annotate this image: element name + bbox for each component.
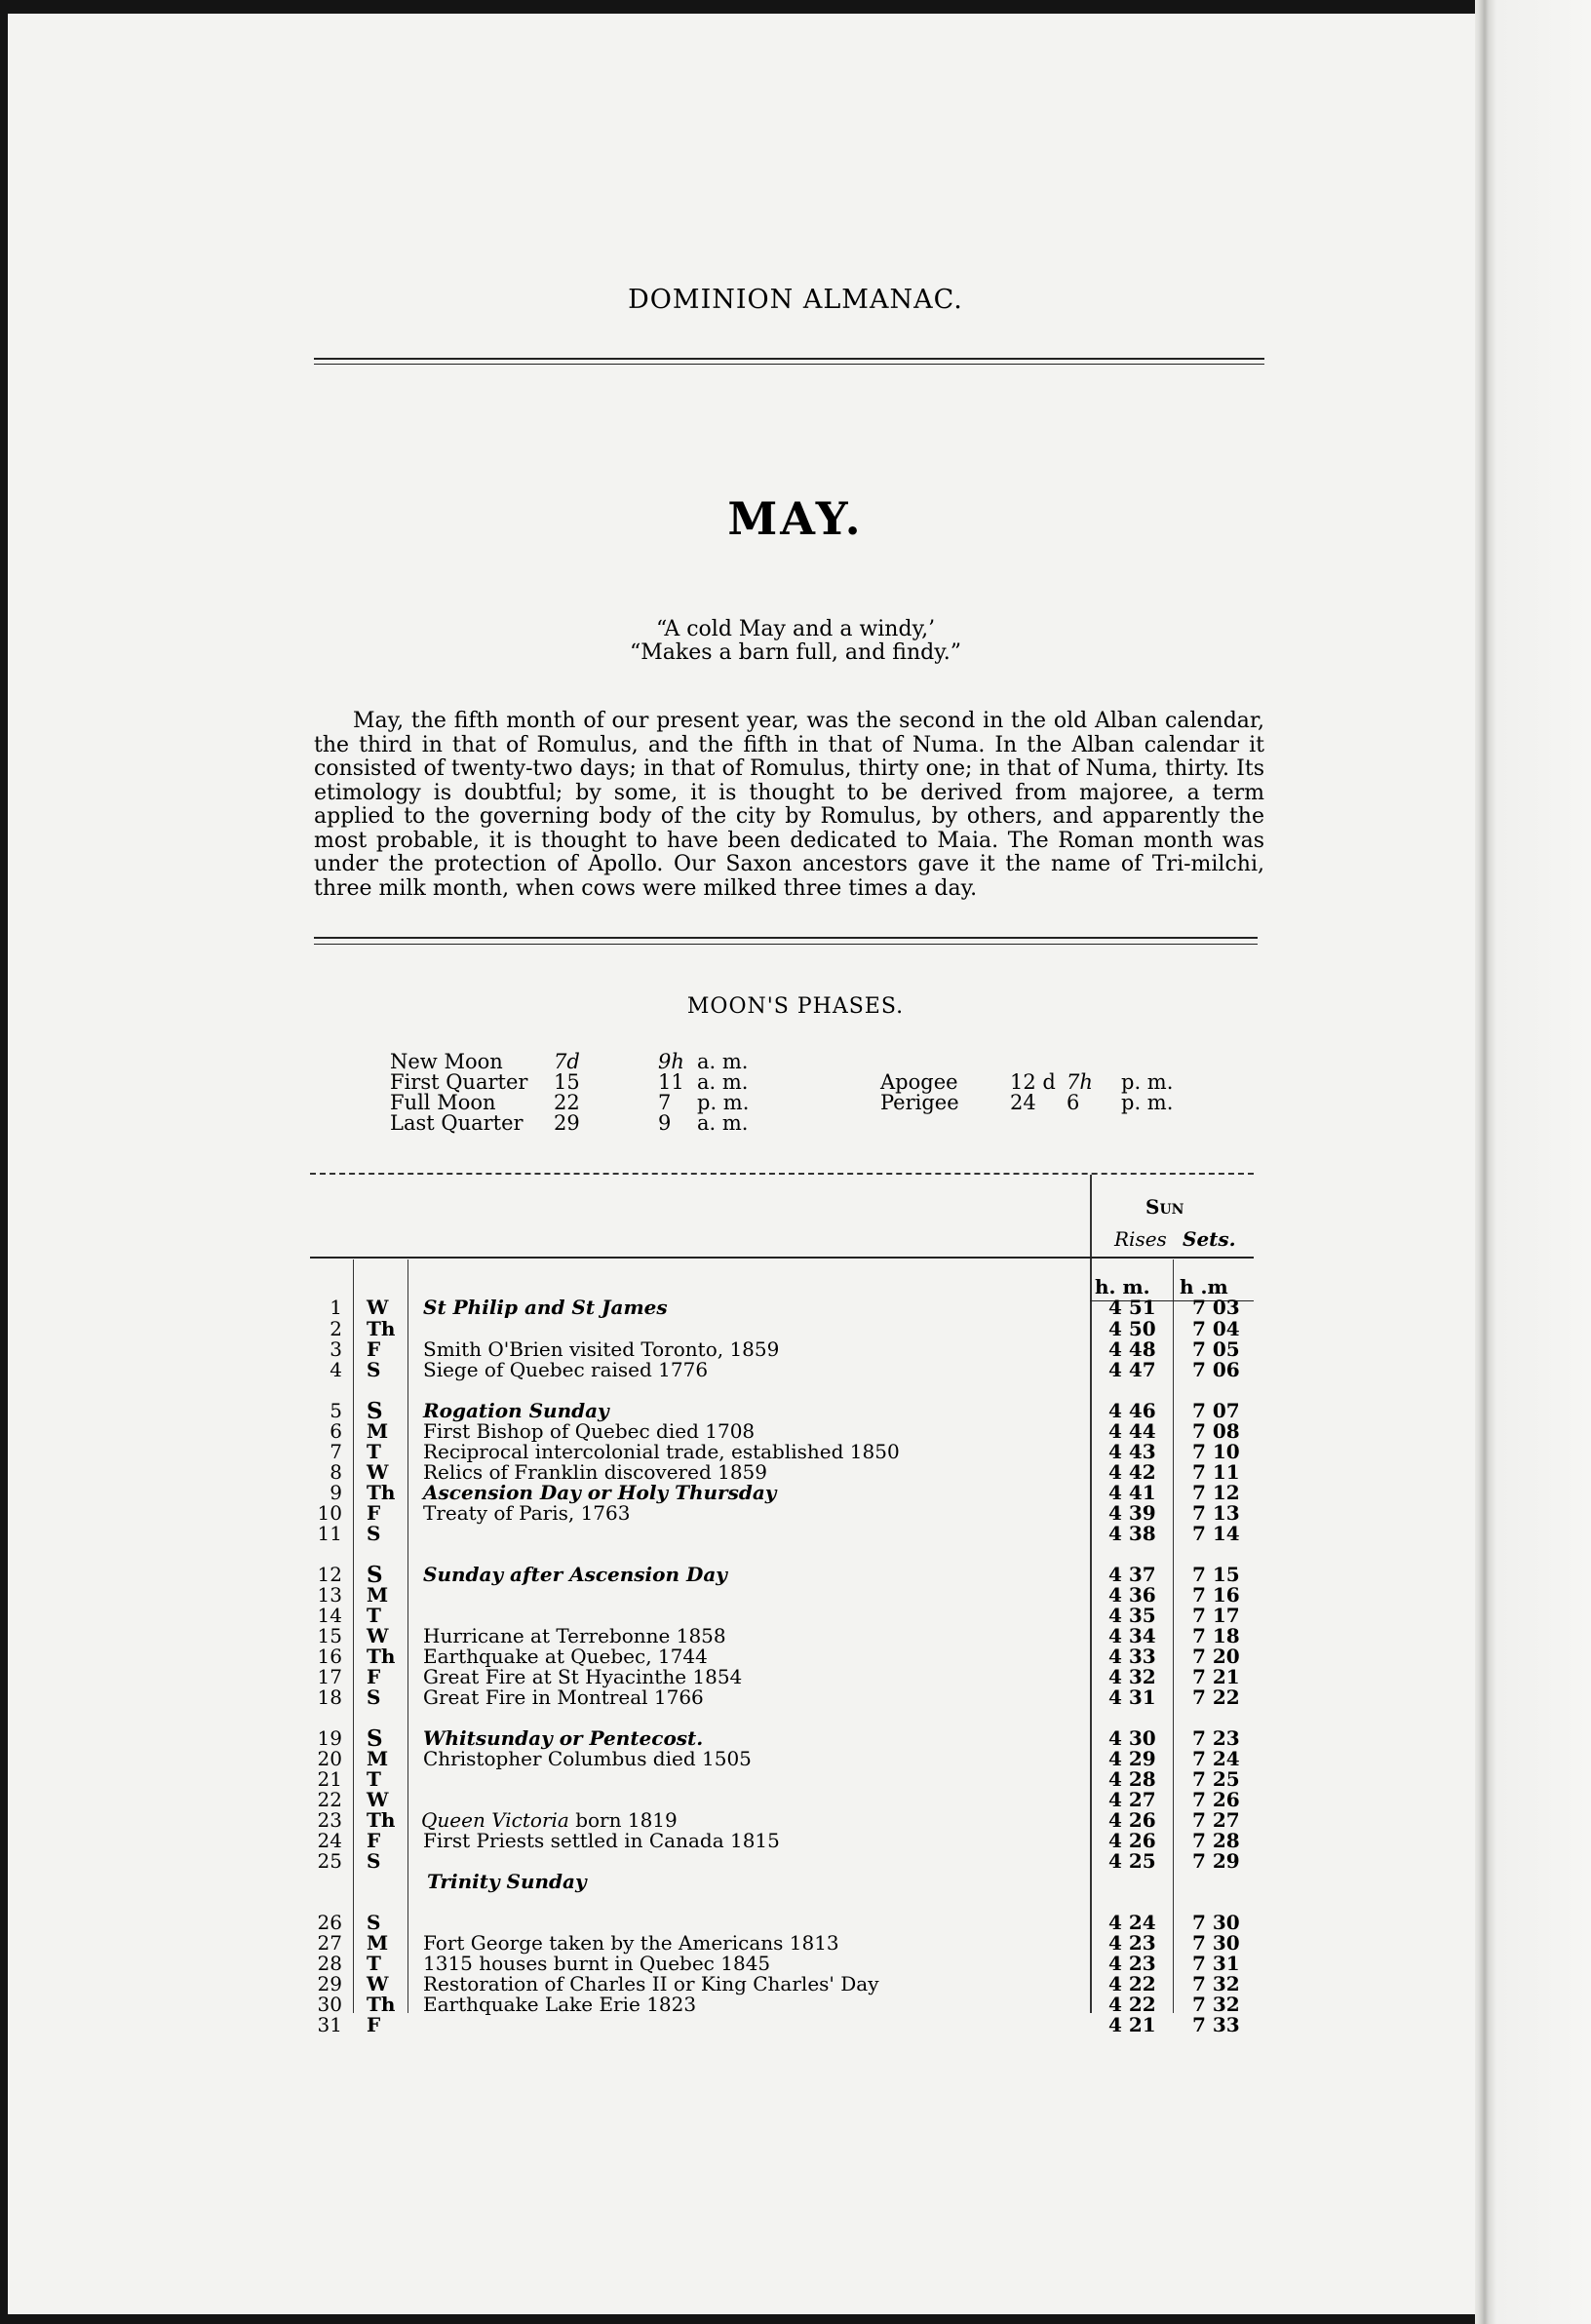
day-number: 27 <box>317 1931 342 1955</box>
event-text-italic: Queen Victoria <box>421 1808 569 1832</box>
weekday: M <box>367 1419 389 1443</box>
sun-set: 7 20 <box>1192 1645 1240 1668</box>
apsis-hour: 7h <box>1067 1070 1093 1094</box>
event-text: First Priests settled in Canada 1815 <box>423 1829 780 1852</box>
sun-rise: 4 32 <box>1108 1665 1156 1688</box>
day-number: 4 <box>330 1358 342 1381</box>
sun-set: 7 27 <box>1192 1808 1240 1832</box>
sun-rise: 4 22 <box>1108 1993 1156 2016</box>
day-number: 26 <box>317 1911 342 1934</box>
day-number: 30 <box>317 1993 342 2016</box>
weekday: S <box>367 1358 381 1381</box>
day-number: 9 <box>330 1481 342 1504</box>
event-text: Whitsunday or Pentecost. <box>423 1726 704 1750</box>
sun-rise: 4 25 <box>1108 1849 1156 1873</box>
sets-label: Sets. <box>1183 1227 1236 1251</box>
sun-set: 7 03 <box>1192 1296 1240 1319</box>
day-number: 3 <box>330 1337 342 1361</box>
phase-period: p. m. <box>697 1091 750 1114</box>
calendar-rule-header <box>310 1257 1254 1259</box>
month-quote <box>0 618 1591 665</box>
weekday: T <box>367 1604 381 1627</box>
weekday: W <box>367 1296 389 1319</box>
phase-day: 7d <box>554 1050 580 1073</box>
event-text: Rogation Sunday <box>423 1399 609 1422</box>
section-rule-top <box>314 937 1258 939</box>
header-rule-top <box>314 358 1264 360</box>
day-number: 17 <box>317 1665 342 1688</box>
day-number: 19 <box>317 1726 342 1750</box>
sun-set: 7 11 <box>1192 1460 1240 1484</box>
apsis-hour: 6 <box>1067 1091 1080 1114</box>
sun-rise: 4 42 <box>1108 1460 1156 1484</box>
apsis-period: p. m. <box>1121 1091 1174 1114</box>
sun-heading: Sun <box>1145 1195 1184 1219</box>
sun-set: 7 23 <box>1192 1726 1240 1750</box>
phase-hour: 11 <box>658 1070 684 1094</box>
apsis-day: 12 d <box>1010 1070 1056 1094</box>
sun-rise: 4 47 <box>1108 1358 1156 1381</box>
day-number: 16 <box>317 1645 342 1668</box>
weekday: S <box>367 1725 383 1752</box>
event-text: Treaty of Paris, 1763 <box>423 1501 631 1525</box>
sun-set: 7 32 <box>1192 1972 1240 1995</box>
sun-rise: 4 50 <box>1108 1317 1156 1340</box>
weekday-column-divider <box>353 1259 354 2013</box>
sun-rise: 4 29 <box>1108 1747 1156 1770</box>
sun-set: 7 12 <box>1192 1481 1240 1504</box>
sun-rise: 4 23 <box>1108 1952 1156 1975</box>
apsis-name: Apogee <box>880 1070 958 1094</box>
sun-set: 7 10 <box>1192 1440 1240 1463</box>
sun-rise: 4 39 <box>1108 1501 1156 1525</box>
sun-rise: 4 37 <box>1108 1563 1156 1586</box>
weekday: T <box>367 1952 381 1975</box>
event-text-rest: born 1819 <box>568 1808 678 1832</box>
event-text: Hurricane at Terrebonne 1858 <box>423 1624 726 1647</box>
weekday: W <box>367 1624 389 1647</box>
sun-rise: 4 31 <box>1108 1685 1156 1709</box>
weekday: F <box>367 1501 381 1525</box>
day-number: 31 <box>317 2013 342 2036</box>
sun-rise: 4 27 <box>1108 1788 1156 1811</box>
moons-phases-heading: MOON'S PHASES. <box>686 994 905 1019</box>
sets-units: h .m <box>1180 1275 1228 1298</box>
sun-rise: 4 36 <box>1108 1583 1156 1607</box>
sun-set: 7 18 <box>1192 1624 1240 1647</box>
weekday: M <box>367 1931 389 1955</box>
weekday: F <box>367 1337 381 1361</box>
sun-set: 7 16 <box>1192 1583 1240 1607</box>
event-text: First Bishop of Quebec died 1708 <box>423 1419 756 1443</box>
sun-rise: 4 28 <box>1108 1767 1156 1791</box>
sun-rise: 4 24 <box>1108 1911 1156 1934</box>
sun-rise: 4 51 <box>1108 1296 1156 1319</box>
event-text: Earthquake Lake Erie 1823 <box>423 1993 697 2016</box>
calendar-rule-top <box>310 1173 1254 1175</box>
rises-units: h. m. <box>1095 1275 1150 1298</box>
event-text: Relics of Franklin discovered 1859 <box>423 1460 767 1484</box>
event-text: 1315 houses burnt in Quebec 1845 <box>423 1952 771 1975</box>
weekday: F <box>367 1829 381 1852</box>
event-text: Sunday after Ascension Day <box>423 1563 727 1586</box>
phase-name: New Moon <box>390 1050 503 1073</box>
day-number: 2 <box>330 1317 342 1340</box>
month-title: MAY. <box>727 492 864 545</box>
day-number: 23 <box>317 1808 342 1832</box>
sun-set: 7 08 <box>1192 1419 1240 1443</box>
weekday: S <box>367 1562 383 1588</box>
event-text: Reciprocal intercolonial trade, established 1850 <box>423 1440 900 1463</box>
event-text: Trinity Sunday <box>427 1870 587 1893</box>
sun-rise: 4 26 <box>1108 1808 1156 1832</box>
day-number: 10 <box>317 1501 342 1525</box>
page-edge <box>1475 0 1591 2324</box>
day-number: 12 <box>317 1563 342 1586</box>
month-description: May, the fifth month of our present year, was the second in the old Alban calendar, the third in that of Romulus, and the fifth in that of Numa. In the Alban calendar it consisted of twenty-two days; in that of Romulus, thirty one; in that of Numa, thirty. Its etimology is doubtful; by some, it is thought to be derived from majoree, a term applied to the governing body of the city by Romulus, by others, and apparently the most probable, it is thought to have been dedicated to Maia. The Roman month was under the protection of Apollo. Our Saxon ancestors gave it the name of Tri-milchi, three milk month, when cows were milked three times a day. <box>314 709 1264 901</box>
weekday: F <box>367 1665 381 1688</box>
weekday: S <box>367 1685 381 1709</box>
sun-set: 7 30 <box>1192 1931 1240 1955</box>
weekday: S <box>367 1398 383 1424</box>
sun-rise: 4 21 <box>1108 2013 1156 2036</box>
event-text: Siege of Quebec raised 1776 <box>423 1358 709 1381</box>
phase-hour: 9 <box>658 1111 672 1135</box>
weekday: Th <box>367 1808 396 1832</box>
sun-set: 7 26 <box>1192 1788 1240 1811</box>
day-number: 7 <box>330 1440 342 1463</box>
sun-set: 7 07 <box>1192 1399 1240 1422</box>
weekday: S <box>367 1849 381 1873</box>
sun-set: 7 22 <box>1192 1685 1240 1709</box>
day-number: 22 <box>317 1788 342 1811</box>
sun-rise: 4 26 <box>1108 1829 1156 1852</box>
weekday: Th <box>367 1993 396 2016</box>
weekday: T <box>367 1767 381 1791</box>
sun-set: 7 30 <box>1192 1911 1240 1934</box>
sun-rise: 4 30 <box>1108 1726 1156 1750</box>
day-number: 28 <box>317 1952 342 1975</box>
day-number: 21 <box>317 1767 342 1791</box>
event-text: Earthquake at Quebec, 1744 <box>423 1645 708 1668</box>
phase-period: a. m. <box>697 1050 749 1073</box>
phase-period: a. m. <box>697 1111 749 1135</box>
weekday: M <box>367 1747 389 1770</box>
sun-rise: 4 23 <box>1108 1931 1156 1955</box>
weekday: M <box>367 1583 389 1607</box>
event-text: Ascension Day or Holy Thursday <box>423 1481 777 1504</box>
sun-rise: 4 44 <box>1108 1419 1156 1443</box>
phase-period: a. m. <box>697 1070 749 1094</box>
sun-set: 7 14 <box>1192 1522 1240 1545</box>
sun-set: 7 24 <box>1192 1747 1240 1770</box>
event-text: St Philip and St James <box>423 1296 668 1319</box>
quote-line-2: “Makes a barn full, and findy.” <box>630 640 961 665</box>
weekday: W <box>367 1460 389 1484</box>
day-number: 14 <box>317 1604 342 1627</box>
apsis-name: Perigee <box>880 1091 959 1114</box>
sun-set: 7 32 <box>1192 1993 1240 2016</box>
sun-rise: 4 46 <box>1108 1399 1156 1422</box>
day-number: 13 <box>317 1583 342 1607</box>
sun-set: 7 29 <box>1192 1849 1240 1873</box>
event-text: Smith O'Brien visited Toronto, 1859 <box>423 1337 780 1361</box>
phase-hour: 7 <box>658 1091 672 1114</box>
day-number: 15 <box>317 1624 342 1647</box>
sun-rise: 4 35 <box>1108 1604 1156 1627</box>
running-title: DOMINION ALMANAC. <box>628 285 963 315</box>
apsis-day: 24 <box>1010 1091 1036 1114</box>
day-number: 29 <box>317 1972 342 1995</box>
day-number: 11 <box>317 1522 342 1545</box>
sun-rise: 4 33 <box>1108 1645 1156 1668</box>
day-number: 6 <box>330 1419 342 1443</box>
phase-day: 22 <box>554 1091 580 1114</box>
weekday: S <box>367 1911 381 1934</box>
phase-name: Full Moon <box>390 1091 496 1114</box>
phase-hour: 9h <box>658 1050 684 1073</box>
sun-set: 7 04 <box>1192 1317 1240 1340</box>
event-text: Restoration of Charles II or King Charles' Day <box>423 1972 879 1995</box>
day-number: 1 <box>330 1296 342 1319</box>
day-number: 5 <box>330 1399 342 1422</box>
event-text: Christopher Columbus died 1505 <box>423 1747 752 1770</box>
weekday: Th <box>367 1481 396 1504</box>
phase-name: First Quarter <box>390 1070 528 1094</box>
weekday: Th <box>367 1317 396 1340</box>
event-text <box>421 1810 678 1831</box>
sun-set: 7 05 <box>1192 1337 1240 1361</box>
sun-set: 7 17 <box>1192 1604 1240 1627</box>
section-rule-bottom <box>314 944 1258 945</box>
weekday: T <box>367 1440 381 1463</box>
sun-rise: 4 41 <box>1108 1481 1156 1504</box>
phase-name: Last Quarter <box>390 1111 524 1135</box>
sun-set: 7 06 <box>1192 1358 1240 1381</box>
sun-set: 7 15 <box>1192 1563 1240 1586</box>
event-text: Great Fire in Montreal 1766 <box>423 1685 704 1709</box>
quote-line-1: “A cold May and a windy,’ <box>655 617 936 641</box>
weekday: W <box>367 1972 389 1995</box>
event-text: Fort George taken by the Americans 1813 <box>423 1931 839 1955</box>
weekday: Th <box>367 1645 396 1668</box>
sets-column-divider <box>1173 1259 1174 2013</box>
rises-label: Rises <box>1114 1227 1167 1251</box>
sun-set: 7 31 <box>1192 1952 1240 1975</box>
phase-day: 15 <box>554 1070 580 1094</box>
day-number: 18 <box>317 1685 342 1709</box>
event-text: Great Fire at St Hyacinthe 1854 <box>423 1665 743 1688</box>
day-number: 24 <box>317 1829 342 1852</box>
weekday: S <box>367 1522 381 1545</box>
sun-rise: 4 48 <box>1108 1337 1156 1361</box>
event-column-divider <box>407 1259 408 2013</box>
sun-set: 7 33 <box>1192 2013 1240 2036</box>
sun-rise: 4 43 <box>1108 1440 1156 1463</box>
sun-set: 7 28 <box>1192 1829 1240 1852</box>
header-rule-bottom <box>314 364 1264 365</box>
day-number: 25 <box>317 1849 342 1873</box>
day-number: 8 <box>330 1460 342 1484</box>
apsis-period: p. m. <box>1121 1070 1174 1094</box>
sun-set: 7 25 <box>1192 1767 1240 1791</box>
day-number: 20 <box>317 1747 342 1770</box>
sun-set: 7 21 <box>1192 1665 1240 1688</box>
sun-rise: 4 34 <box>1108 1624 1156 1647</box>
sun-set: 7 13 <box>1192 1501 1240 1525</box>
weekday: W <box>367 1788 389 1811</box>
phase-day: 29 <box>554 1111 580 1135</box>
weekday: F <box>367 2013 381 2036</box>
sun-rise: 4 38 <box>1108 1522 1156 1545</box>
sun-rise: 4 22 <box>1108 1972 1156 1995</box>
